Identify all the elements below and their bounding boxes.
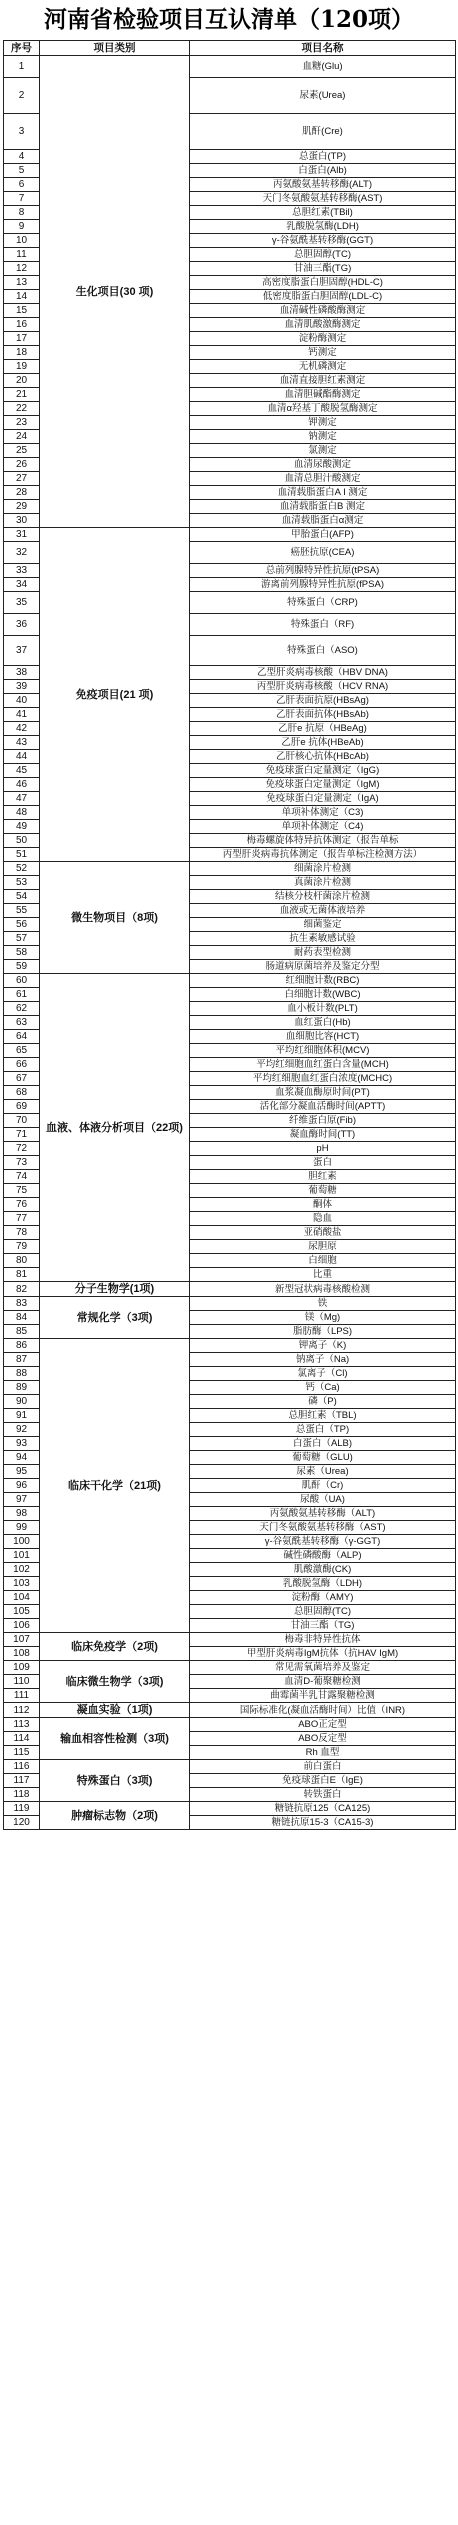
header-category: 项目类别 [40,41,190,56]
row-number: 91 [4,1409,40,1423]
row-number: 69 [4,1100,40,1114]
row-number: 73 [4,1156,40,1170]
table-row [4,1760,456,1774]
item-name: 梅毒非特异性抗体 [190,1633,456,1647]
item-name: 血清胆碱酯酶测定 [190,388,456,402]
row-number: 62 [4,1002,40,1016]
item-name: 丙氨酸氨基转移酶（ALT) [190,1507,456,1521]
item-name: 特殊蛋白（CRP) [190,592,456,614]
item-name: 血清载脂蛋白A I 测定 [190,486,456,500]
row-number: 90 [4,1395,40,1409]
item-name: 高密度脂蛋白胆固醇(HDL-C) [190,276,456,290]
table-row [4,1802,456,1816]
item-name: 肌酸激酶(CK) [190,1563,456,1577]
item-name: 钙测定 [190,346,456,360]
header-name: 项目名称 [190,41,456,56]
table-row [4,974,456,988]
row-number: 78 [4,1226,40,1240]
category-cell: 临床免疫学（2项) [40,1633,190,1661]
item-name: 甘油三酯(TG) [190,262,456,276]
row-number: 95 [4,1465,40,1479]
row-number: 61 [4,988,40,1002]
item-name: 肌酐（Cr) [190,1479,456,1493]
item-name: 白蛋白(Alb) [190,164,456,178]
item-name: 乳酸脱氢酶（LDH) [190,1577,456,1591]
row-number: 83 [4,1297,40,1311]
row-number: 102 [4,1563,40,1577]
item-name: 血液或无菌体液培养 [190,904,456,918]
row-number: 92 [4,1423,40,1437]
item-name: 常见需氧菌培养及鉴定 [190,1661,456,1675]
table-row [4,1661,456,1675]
item-name: 血清载脂蛋白B 测定 [190,500,456,514]
category-cell: 分子生物学(1项) [40,1282,190,1297]
row-number: 114 [4,1732,40,1746]
row-number: 67 [4,1072,40,1086]
row-number: 5 [4,164,40,178]
row-number: 120 [4,1816,40,1830]
row-number: 3 [4,114,40,150]
row-number: 44 [4,750,40,764]
item-name: 尿素(Urea) [190,78,456,114]
row-number: 53 [4,876,40,890]
table-row [4,1633,456,1647]
item-name: 淀粉酶（AMY) [190,1591,456,1605]
item-name: 血清碱性磷酸酶测定 [190,304,456,318]
item-name: 平均红细胞血红蛋白浓度(MCHC) [190,1072,456,1086]
item-name: 铁 [190,1297,456,1311]
row-number: 50 [4,834,40,848]
category-cell: 输血相容性检测（3项) [40,1718,190,1760]
row-number: 38 [4,666,40,680]
item-name: 血清尿酸测定 [190,458,456,472]
item-name: 平均红细胞体积(MCV) [190,1044,456,1058]
item-name: 天门冬氨酸氨基转移酶(AST) [190,192,456,206]
item-name: 总前列腺特异性抗原(tPSA) [190,564,456,578]
row-number: 43 [4,736,40,750]
item-name: 葡萄糖（GLU) [190,1451,456,1465]
category-cell: 肿瘤标志物（2项) [40,1802,190,1830]
row-number: 98 [4,1507,40,1521]
item-name: 梅毒螺旋体特异抗体测定（报告单标 [190,834,456,848]
row-number: 106 [4,1619,40,1633]
table-header-row [4,41,456,56]
item-name: 钾离子（K) [190,1339,456,1353]
item-name: 真菌涂片检测 [190,876,456,890]
item-name: 总胆红素(TBil) [190,206,456,220]
row-number: 68 [4,1086,40,1100]
row-number: 94 [4,1451,40,1465]
row-number: 65 [4,1044,40,1058]
row-number: 108 [4,1647,40,1661]
item-name: 酮体 [190,1198,456,1212]
item-name: 隐血 [190,1212,456,1226]
row-number: 54 [4,890,40,904]
row-number: 29 [4,500,40,514]
row-number: 100 [4,1535,40,1549]
table-row [4,528,456,542]
item-name: 转铁蛋白 [190,1788,456,1802]
table-row [4,1297,456,1311]
row-number: 109 [4,1661,40,1675]
item-name: 血小板计数(PLT) [190,1002,456,1016]
row-number: 59 [4,960,40,974]
item-name: 乙肝表面抗体(HBsAb) [190,708,456,722]
item-name: 血清直接胆红素测定 [190,374,456,388]
item-name: 肌酐(Cre) [190,114,456,150]
item-name: 抗生素敏感试验 [190,932,456,946]
row-number: 66 [4,1058,40,1072]
item-name: 红细胞计数(RBC) [190,974,456,988]
row-number: 48 [4,806,40,820]
item-name: 血浆凝血酶原时间(PT) [190,1086,456,1100]
row-number: 4 [4,150,40,164]
row-number: 13 [4,276,40,290]
row-number: 8 [4,206,40,220]
row-number: 7 [4,192,40,206]
row-number: 99 [4,1521,40,1535]
row-number: 104 [4,1591,40,1605]
item-name: 比重 [190,1268,456,1282]
item-name: 国际标准化(凝血活酶时间）比值（INR) [190,1703,456,1718]
item-name: 丙型肝炎病毒抗体测定（报告单标注检测方法） [190,848,456,862]
category-cell: 免疫项目(21 项) [40,528,190,862]
item-name: 新型冠状病毒核酸检测 [190,1282,456,1297]
item-name: 细菌鉴定 [190,918,456,932]
item-name: 乙肝e 抗原（HBeAg) [190,722,456,736]
row-number: 6 [4,178,40,192]
item-name: γ-谷氨酰基转移酶（γ-GGT) [190,1535,456,1549]
category-cell: 常规化学（3项) [40,1297,190,1339]
item-name: 血细胞比容(HCT) [190,1030,456,1044]
row-number: 93 [4,1437,40,1451]
item-name: 乙型肝炎病毒核酸（HBV DNA) [190,666,456,680]
item-name: 纤维蛋白原(Fib) [190,1114,456,1128]
row-number: 45 [4,764,40,778]
row-number: 107 [4,1633,40,1647]
row-number: 113 [4,1718,40,1732]
row-number: 1 [4,56,40,78]
row-number: 96 [4,1479,40,1493]
item-name: 糖链抗原15-3（CA15-3) [190,1816,456,1830]
row-number: 11 [4,248,40,262]
item-name: 镁（Mg) [190,1311,456,1325]
row-number: 84 [4,1311,40,1325]
item-name: 肠道病原菌培养及鉴定分型 [190,960,456,974]
item-name: 甲型肝炎病毒IgM抗体（抗HAV IgM) [190,1647,456,1661]
row-number: 115 [4,1746,40,1760]
row-number: 110 [4,1675,40,1689]
row-number: 33 [4,564,40,578]
row-number: 87 [4,1353,40,1367]
item-name: 总胆固醇(TC) [190,1605,456,1619]
row-number: 42 [4,722,40,736]
item-name: 总胆红素（TBL) [190,1409,456,1423]
row-number: 116 [4,1760,40,1774]
item-name: 平均红细胞血红蛋白含量(MCH) [190,1058,456,1072]
row-number: 119 [4,1802,40,1816]
item-name: 血清载脂蛋白α测定 [190,514,456,528]
row-number: 36 [4,614,40,636]
row-number: 28 [4,486,40,500]
category-cell: 微生物项目（8项) [40,862,190,974]
row-number: 27 [4,472,40,486]
item-name: 血清D-葡聚糖检测 [190,1675,456,1689]
item-name: ABO反定型 [190,1732,456,1746]
item-name: 血糖(Glu) [190,56,456,78]
row-number: 49 [4,820,40,834]
row-number: 20 [4,374,40,388]
row-number: 12 [4,262,40,276]
item-name: 乙肝核心抗体(HBcAb) [190,750,456,764]
row-number: 85 [4,1325,40,1339]
item-name: 白蛋白（ALB) [190,1437,456,1451]
row-number: 31 [4,528,40,542]
row-number: 56 [4,918,40,932]
row-number: 82 [4,1282,40,1297]
header-seq: 序号 [4,41,40,56]
row-number: 103 [4,1577,40,1591]
row-number: 76 [4,1198,40,1212]
item-name: 尿素（Urea) [190,1465,456,1479]
item-name: 白细胞 [190,1254,456,1268]
row-number: 88 [4,1367,40,1381]
row-number: 23 [4,416,40,430]
item-name: 单项补体测定（C4) [190,820,456,834]
row-number: 41 [4,708,40,722]
row-number: 70 [4,1114,40,1128]
item-name: 血清总胆汁酸测定 [190,472,456,486]
item-name: 葡萄糖 [190,1184,456,1198]
item-name: 结核分枝杆菌涂片检测 [190,890,456,904]
item-name: 天门冬氨酸氨基转移酶（AST) [190,1521,456,1535]
row-number: 89 [4,1381,40,1395]
item-name: 尿胆原 [190,1240,456,1254]
item-name: 特殊蛋白（ASO) [190,636,456,666]
item-name: 特殊蛋白（RF) [190,614,456,636]
row-number: 58 [4,946,40,960]
row-number: 14 [4,290,40,304]
row-number: 30 [4,514,40,528]
item-name: 丙型肝炎病毒核酸（HCV RNA) [190,680,456,694]
item-name: 血红蛋白(Hb) [190,1016,456,1030]
item-name: 蛋白 [190,1156,456,1170]
item-name: 细菌涂片检测 [190,862,456,876]
page-title: 河南省检验项目互认清单（120项） [43,6,414,33]
item-name: 血清肌酸激酶测定 [190,318,456,332]
item-name: ABO正定型 [190,1718,456,1732]
item-name: 亚硝酸盐 [190,1226,456,1240]
table-row [4,56,456,78]
table-row [4,1718,456,1732]
item-name: 前白蛋白 [190,1760,456,1774]
item-name: 白细胞计数(WBC) [190,988,456,1002]
item-name: γ-谷氨酰基转移酶(GGT) [190,234,456,248]
row-number: 75 [4,1184,40,1198]
item-name: 甲胎蛋白(AFP) [190,528,456,542]
item-name: 乙肝表面抗原(HBsAg) [190,694,456,708]
row-number: 9 [4,220,40,234]
item-name: 血清α羟基丁酸脱氢酶测定 [190,402,456,416]
item-name: 凝血酶时间(TT) [190,1128,456,1142]
item-name: 乙肝e 抗体(HBeAb) [190,736,456,750]
row-number: 51 [4,848,40,862]
row-number: 16 [4,318,40,332]
row-number: 26 [4,458,40,472]
item-name: 钾测定 [190,416,456,430]
row-number: 17 [4,332,40,346]
row-number: 81 [4,1268,40,1282]
row-number: 22 [4,402,40,416]
row-number: 34 [4,578,40,592]
item-name: 糖链抗原125（CA125) [190,1802,456,1816]
row-number: 86 [4,1339,40,1353]
item-name: 游离前列腺特异性抗原(fPSA) [190,578,456,592]
item-name: 氯测定 [190,444,456,458]
row-number: 55 [4,904,40,918]
item-name: 单项补体测定（C3) [190,806,456,820]
row-number: 71 [4,1128,40,1142]
item-name: 脂肪酶（LPS) [190,1325,456,1339]
row-number: 35 [4,592,40,614]
row-number: 79 [4,1240,40,1254]
row-number: 32 [4,542,40,564]
category-cell: 特殊蛋白（3项) [40,1760,190,1802]
item-name: 碱性磷酸酶（ALP) [190,1549,456,1563]
item-name: 钙（Ca) [190,1381,456,1395]
row-number: 101 [4,1549,40,1563]
item-name: 免疫球蛋白定量测定（IgM) [190,778,456,792]
table-row [4,1339,456,1353]
item-name: 总蛋白（TP) [190,1423,456,1437]
item-name: pH [190,1142,456,1156]
item-name: 氯离子（Cl) [190,1367,456,1381]
row-number: 118 [4,1788,40,1802]
item-name: 丙氨酸氨基转移酶(ALT) [190,178,456,192]
row-number: 74 [4,1170,40,1184]
row-number: 77 [4,1212,40,1226]
item-name: 活化部分凝血活酶时间(APTT) [190,1100,456,1114]
category-cell: 临床干化学（21项) [40,1339,190,1633]
row-number: 21 [4,388,40,402]
row-number: 10 [4,234,40,248]
item-name: 癌胚抗原(CEA) [190,542,456,564]
row-number: 25 [4,444,40,458]
row-number: 105 [4,1605,40,1619]
row-number: 72 [4,1142,40,1156]
row-number: 2 [4,78,40,114]
row-number: 15 [4,304,40,318]
row-number: 24 [4,430,40,444]
item-name: 钠测定 [190,430,456,444]
row-number: 37 [4,636,40,666]
category-cell: 血液、体液分析项目（22项) [40,974,190,1282]
row-number: 18 [4,346,40,360]
item-name: 胆红素 [190,1170,456,1184]
category-cell: 临床微生物学（3项) [40,1661,190,1703]
item-name: 无机磷测定 [190,360,456,374]
item-name: Rh 血型 [190,1746,456,1760]
item-name: 甘油三酯（TG) [190,1619,456,1633]
row-number: 111 [4,1689,40,1703]
category-cell: 凝血实验（1项) [40,1703,190,1718]
row-number: 52 [4,862,40,876]
item-name: 总胆固醇(TC) [190,248,456,262]
row-number: 97 [4,1493,40,1507]
item-name: 尿酸（UA) [190,1493,456,1507]
item-name: 总蛋白(TP) [190,150,456,164]
row-number: 39 [4,680,40,694]
category-cell: 生化项目(30 项) [40,56,190,528]
row-number: 46 [4,778,40,792]
item-name: 淀粉酶测定 [190,332,456,346]
row-number: 80 [4,1254,40,1268]
item-name: 免疫球蛋白E（IgE) [190,1774,456,1788]
inspection-items-table [3,40,456,1830]
row-number: 47 [4,792,40,806]
item-name: 磷（P) [190,1395,456,1409]
row-number: 64 [4,1030,40,1044]
row-number: 112 [4,1703,40,1718]
row-number: 40 [4,694,40,708]
row-number: 57 [4,932,40,946]
table-row [4,862,456,876]
item-name: 低密度脂蛋白胆固醇(LDL-C) [190,290,456,304]
row-number: 117 [4,1774,40,1788]
item-name: 钠离子（Na) [190,1353,456,1367]
row-number: 60 [4,974,40,988]
item-name: 乳酸脱氢酶(LDH) [190,220,456,234]
row-number: 63 [4,1016,40,1030]
item-name: 耐药表型检测 [190,946,456,960]
item-name: 免疫球蛋白定量测定（IgA) [190,792,456,806]
table-row [4,1703,456,1718]
item-name: 免疫球蛋白定量测定（IgG) [190,764,456,778]
table-row [4,1282,456,1297]
row-number: 19 [4,360,40,374]
item-name: 曲霉菌半乳甘露聚糖检测 [190,1689,456,1703]
